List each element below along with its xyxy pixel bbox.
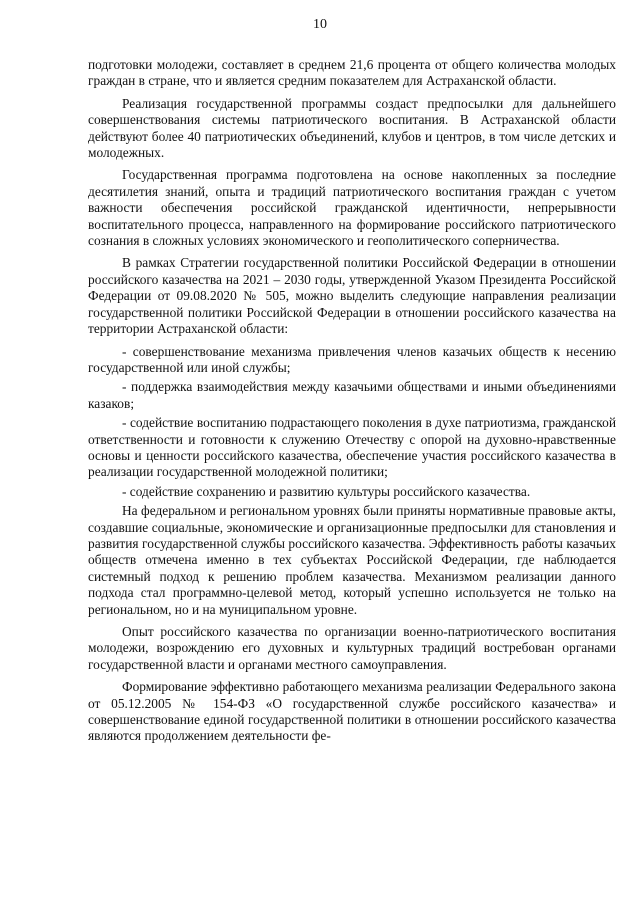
paragraph-legal-acts: На федеральном и региональном уровнях были приняты нормативные правовые акты, создавшие социальные, экономические и организационные предпосылки для становления и развития государственной службы российского казачества. Эффективность работы казачьих обществ отмечена именно в тех субъектах Российской Федерации, где наблюдается системный подход к решению проблем казачества. Механизмом реализации данного подхода стал программно-целевой метод, который успешно используется не только на региональном, но и на муниципальном уровне. — [88, 503, 616, 617]
paragraph-cossack-experience: Опыт российского казачества по организации военно-патриотического воспитания молодежи, возрождению его духовных и культурных традиций востребован органами государственной власти и органами местного самоуправления. — [88, 624, 616, 672]
list-item-service-involvement: - совершенствование механизма привлечения членов казачьих обществ к несению государственной или иной службы; — [88, 343, 616, 375]
list-item-youth-education: - содействие воспитанию подрастающего поколения в духе патриотизма, гражданской ответственности и готовности к служению Отечеству с опорой на духовно-нравственные основы и ценности российского казачества, обеспечение участия российского казачества в реализации государственной молодежной политики; — [88, 415, 616, 480]
document-body — [88, 57, 616, 751]
paragraph-strategy-directions: В рамках Стратегии государственной политики Российской Федерации в отношении российского казачества на 2021 – 2030 годы, утвержденной Указом Президента Российской Федерации от 09.08.2020 № 505, можно выделить следующие направления реализации государственной политики Российской Федерации в отношении российского казачества на территории Астраханской области: — [88, 255, 616, 337]
paragraph-continuation: подготовки молодежи, составляет в среднем 21,6 процента от общего количества молодых граждан в стране, что и является средним показателем для Астраханской области. — [88, 57, 616, 89]
paragraph-program-prerequisites: Реализация государственной программы создаст предпосылки для дальнейшего совершенствования системы патриотического воспитания. В Астраханской области действуют более 40 патриотических объединений, клубов и центров, в том числе детских и молодежных. — [88, 95, 616, 161]
paragraph-federal-law: Формирование эффективно работающего механизма реализации Федерального закона от 05.12.2005 № 154-ФЗ «О государственной службе российского казачества» и совершенствование единой государственной политики в отношении российского казачества являются продолжением деятельности фе- — [88, 679, 616, 744]
paragraph-program-basis: Государственная программа подготовлена на основе накопленных за последние десятилетия знаний, опыта и традиций патриотического воспитания граждан с учетом важности обеспечения российской гражданской идентичности, непрерывности воспитательного процесса, направленного на формирование российского патриотического сознания в сложных условиях экономического и геополитического соперничества. — [88, 167, 616, 249]
list-item-culture-preservation: - содействие сохранению и развитию культуры российского казачества. — [122, 483, 531, 499]
list-item-interaction-support: - поддержка взаимодействия между казачьими обществами и иными объединениями казаков; — [88, 379, 616, 411]
page-number: 10 — [313, 17, 327, 32]
